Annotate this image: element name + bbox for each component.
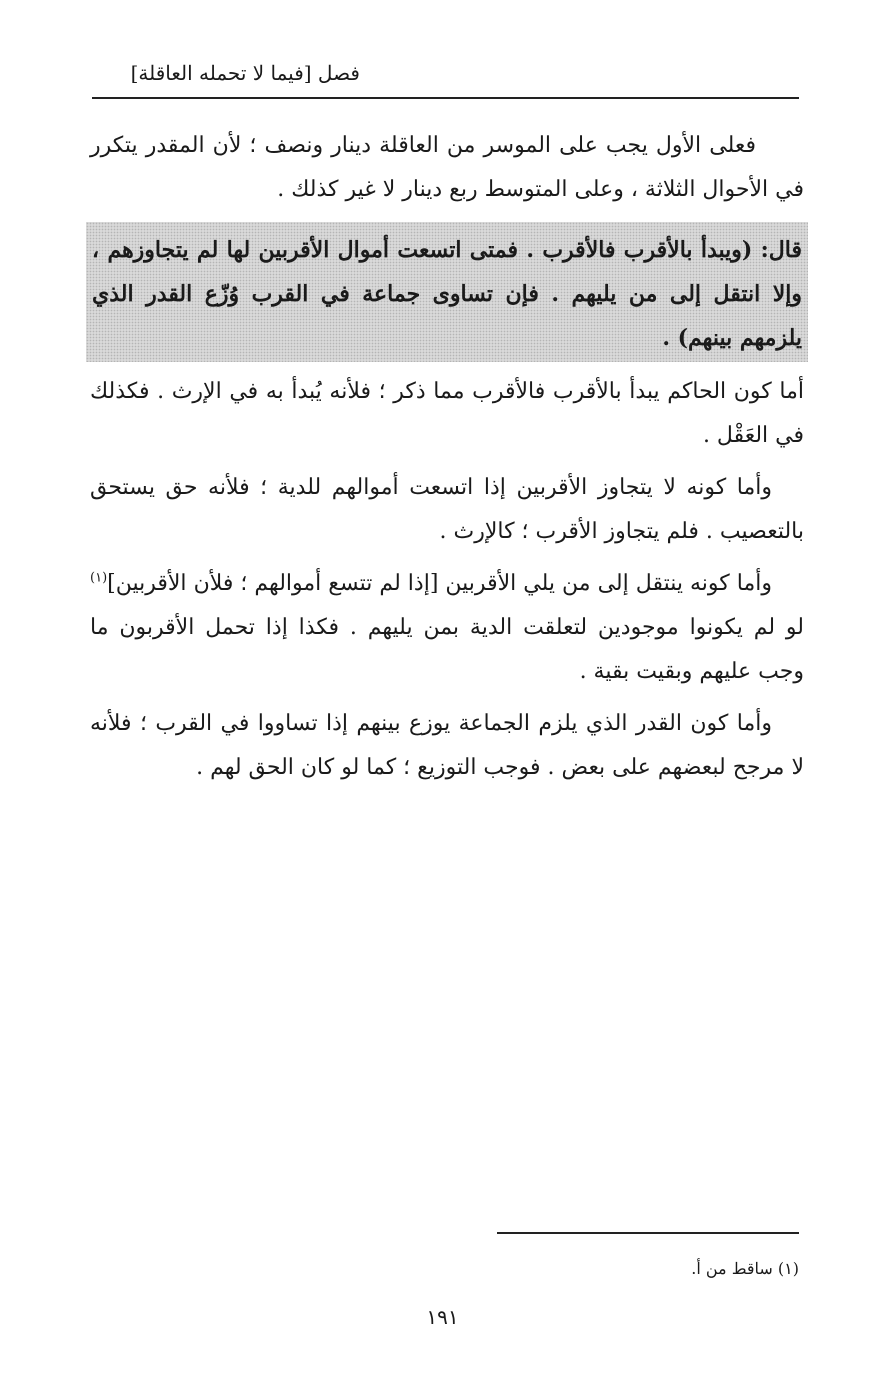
paragraph-4-text-a: وأما كونه ينتقل إلى من يلي الأقربين [إذا لم تتسع أموالهم ؛ فلأن الأقربين] — [107, 571, 772, 596]
quoted-matn-block: قال: (ويبدأ بالأقرب فالأقرب . فمتى اتسعت أموال الأقربين لها لم يتجاوزهم ، وإلا انتقل إلى من يليهم . فإن تساوى جماعة في القرب وُزّع القدر الذي يلزمهم بينهم) . — [86, 222, 808, 362]
header-rule — [92, 97, 799, 99]
body-text — [90, 124, 804, 798]
paragraph-4-text-b: لو لم يكونوا موجودين لتعلقت الدية بمن يليهم . فكذا إذا تحمل الأقربون ما وجب عليهم وبقيت بقية . — [90, 615, 804, 684]
footnote-marker: (١) — [90, 570, 108, 586]
paragraph-2: أما كون الحاكم يبدأ بالأقرب فالأقرب مما ذكر ؛ فلأنه يُبدأ به في الإرث . فكذلك في العَقْل . — [90, 379, 804, 448]
paragraph-1: فعلى الأول يجب على الموسر من العاقلة دينار ونصف ؛ لأن المقدر يتكرر في الأحوال الثلاثة ، وعلى المتوسط ربع دينار لا غير كذلك . — [90, 133, 804, 202]
page-number: ١٩١ — [426, 1305, 459, 1329]
running-head: فصل [فيما لا تحمله العاقلة] — [130, 61, 360, 85]
paragraph-4 — [90, 562, 804, 694]
paragraph-3: وأما كونه لا يتجاوز الأقربين إذا اتسعت أموالهم للدية ؛ فلأنه حق يستحق بالتعصيب . فلم يتجاوز الأقرب ؛ كالإرث . — [90, 475, 804, 544]
paragraph-5: وأما كون القدر الذي يلزم الجماعة يوزع بينهم إذا تساووا في القرب ؛ فلأنه لا مرجح لبعضهم على بعض . فوجب التوزيع ؛ كما لو كان الحق لهم . — [90, 711, 804, 780]
footnote-1: (١) ساقط من أ. — [691, 1259, 799, 1278]
footnote-rule — [497, 1232, 799, 1234]
